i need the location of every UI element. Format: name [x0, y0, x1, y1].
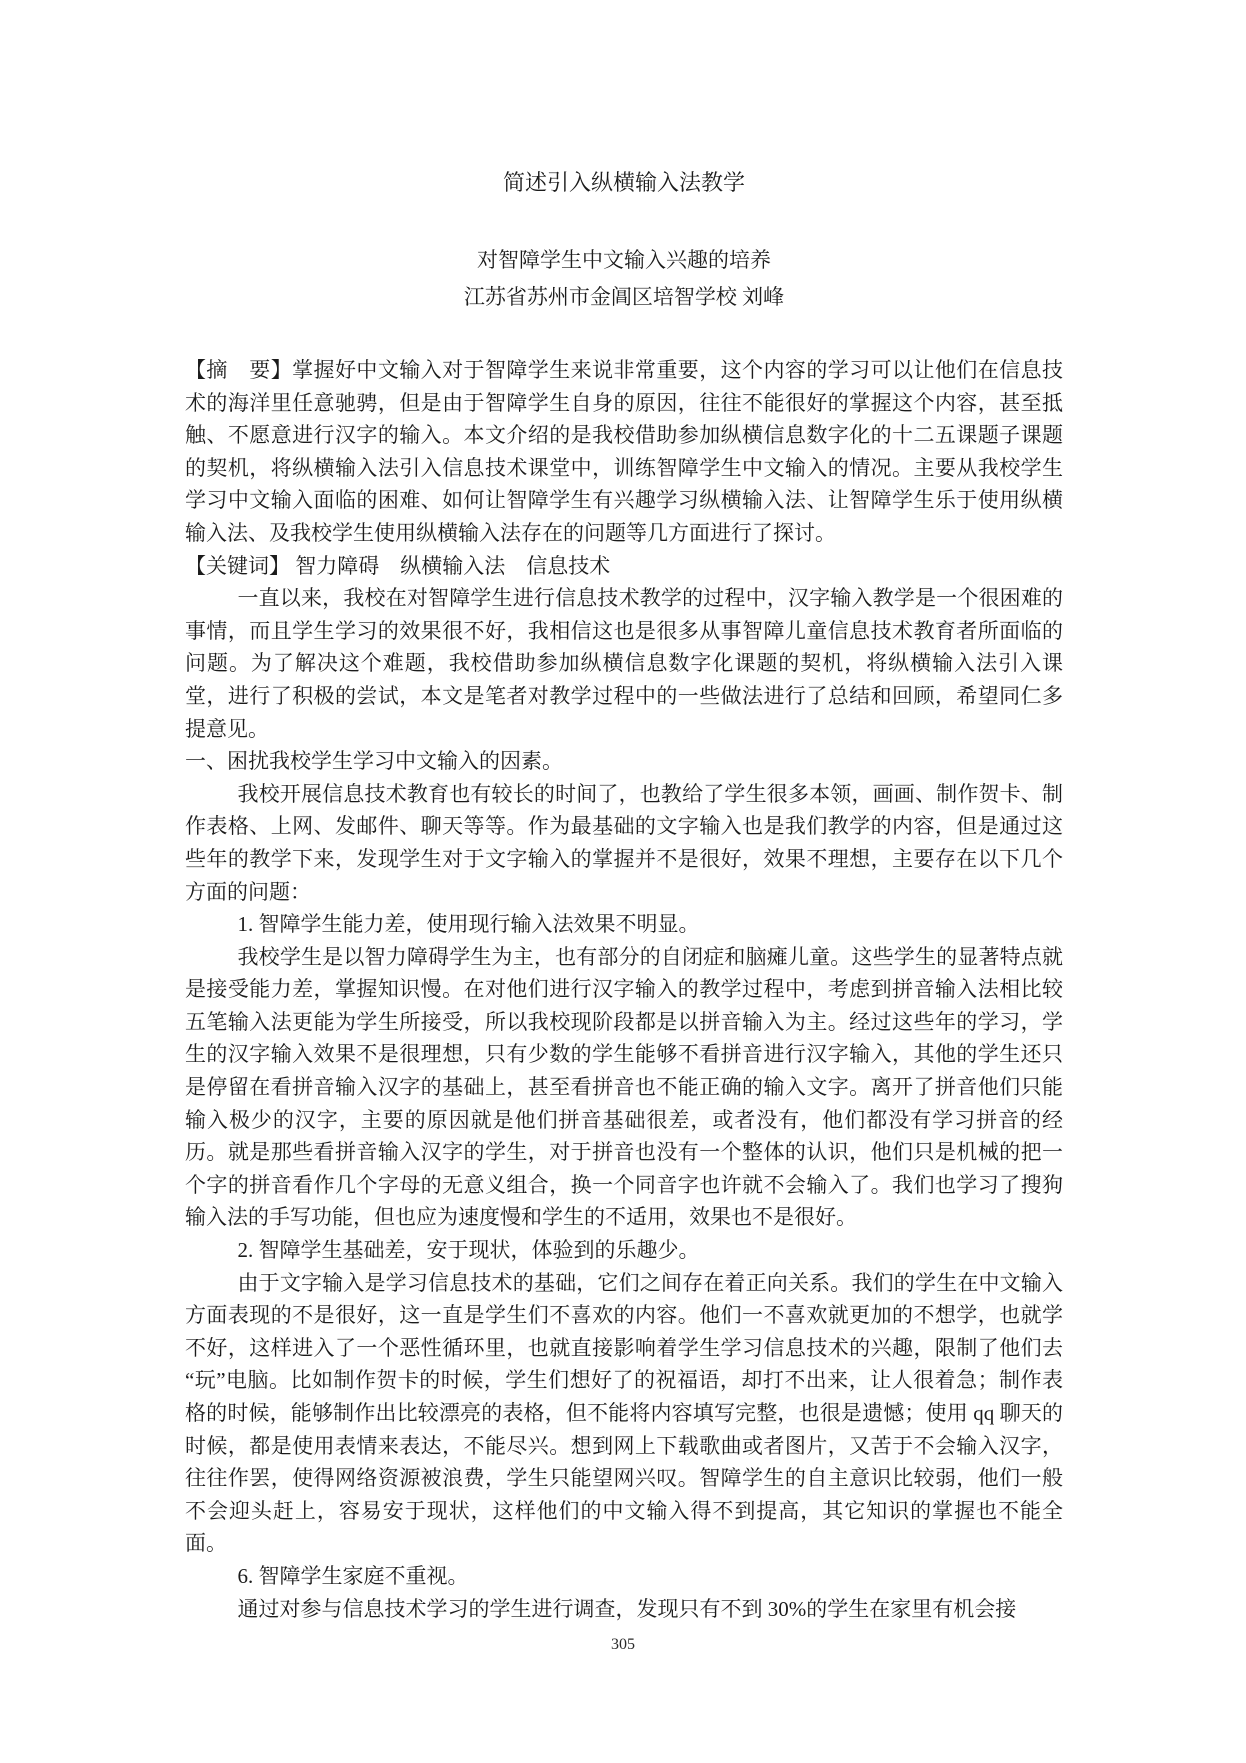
keywords-label: 【关键词】	[185, 553, 290, 578]
body-paragraph-ability: 我校学生是以智力障碍学生为主，也有部分的自闭症和脑瘫儿童。这些学生的显著特点就是接受能力差，掌握知识慢。在对他们进行汉字输入的教学过程中，考虑到拼音输入法相比较五笔输入法更能为学生所接受，所以我校现阶段都是以拼音输入为主。经过这些年的学习，学生的汉字输入效果不是很理想，只有少数的学生能够不看拼音进行汉字输入，其他的学生还只是停留在看拼音输入汉字的基础上，甚至看拼音也不能正确的输入文字。离开了拼音他们只能输入极少的汉字，主要的原因就是他们拼音基础很差，或者没有，他们都没有学习拼音的经历。就是那些看拼音输入汉字的学生，对于拼音也没有一个整体的认识，他们只是机械的把一个字的拼音看作几个字母的无意义组合，换一个同音字也许就不会输入了。我们也学习了搜狗输入法的手写功能，但也应为速度慢和学生的不适用，效果也不是很好。	[185, 944, 1063, 1230]
document-content	[185, 168, 1063, 1625]
body-paragraph-family: 通过对参与信息技术学习的学生进行调查，发现只有不到 30%的学生在家里有机会接	[237, 1596, 1017, 1621]
keywords-paragraph	[185, 550, 1063, 583]
numbered-item-1: 1. 智障学生能力差，使用现行输入法效果不明显。	[237, 912, 700, 937]
body-paragraph-motivation: 由于文字输入是学习信息技术的基础，它们之间存在着正向关系。我们的学生在中文输入方面表现的不是很好，这一直是学生们不喜欢的内容。他们一不喜欢就更加的不想学，也就学不好，这样进入了一个恶性循环里，也就直接影响着学生学习信息技术的兴趣，限制了他们去“玩”电脑。比如制作贺卡的时候，学生们想好了的祝福语，却打不出来，让人很着急；制作表格的时候，能够制作出比较漂亮的表格，但不能将内容填写完整，也很是遗憾；使用 qq 聊天的时候，都是使用表情来表达，不能尽兴。想到网上下载歌曲或者图片，又苦于不会输入汉字，往往作罢，使得网络资源被浪费，学生只能望网兴叹。智障学生的自主意识比较弱，他们一般不会迎头赶上，容易安于现状，这样他们的中文输入得不到提高，其它知识的掌握也不能全面。	[185, 1270, 1063, 1556]
author-affiliation: 江苏省苏州市金阊区培智学校 刘峰	[463, 285, 785, 309]
document-header	[185, 242, 1063, 316]
keywords-text: 智力障碍 纵横输入法 信息技术	[290, 553, 611, 578]
numbered-item-6: 6. 智障学生家庭不重视。	[237, 1563, 469, 1588]
document-body	[185, 354, 1063, 1625]
abstract-label: 【摘 要】	[185, 358, 293, 382]
body-paragraph-overview: 我校开展信息技术教育也有较长的时间了，也教给了学生很多本领，画画、制作贺卡、制作表格、上网、发邮件、聊天等等。作为最基础的文字输入也是我们教学的内容，但是通过这些年的教学下来，发现学生对于文字输入的掌握并不是很好，效果不理想，主要存在以下几个方面的问题：	[185, 781, 1063, 904]
abstract-text: 掌握好中文输入对于智障学生来说非常重要，这个内容的学习可以让他们在信息技术的海洋里任意驰骋，但是由于智障学生自身的原因，往往不能很好的掌握这个内容，甚至抵触、不愿意进行汉字的输入。本文介绍的是我校借助参加纵横信息数字化的十二五课题子课题的契机，将纵横输入法引入信息技术课堂中，训练智障学生中文输入的情况。主要从我校学生学习中文输入面临的困难、如何让智障学生有兴趣学习纵横输入法、让智障学生乐于使用纵横输入法、及我校学生使用纵横输入法存在的问题等几方面进行了探讨。	[185, 358, 1063, 545]
abstract-paragraph	[185, 354, 1063, 550]
section-heading-1: 一、困扰我校学生学习中文输入的因素。	[185, 749, 563, 774]
page-number: 305	[611, 1636, 635, 1653]
document-subtitle: 对智障学生中文输入兴趣的培养	[477, 248, 771, 272]
numbered-item-2: 2. 智障学生基础差，安于现状，体验到的乐趣少。	[237, 1238, 700, 1263]
document-title: 简述引入纵横输入法教学	[502, 170, 745, 195]
body-paragraph-intro: 一直以来，我校在对智障学生进行信息技术教学的过程中，汉字输入教学是一个很困难的事情，而且学生学习的效果很不好，我相信这也是很多从事智障儿童信息技术教育者所面临的问题。为了解决这个难题，我校借助参加纵横信息数字化课题的契机，将纵横输入法引入课堂，进行了积极的尝试，本文是笔者对教学过程中的一些做法进行了总结和回顾，希望同仁多提意见。	[185, 586, 1063, 741]
